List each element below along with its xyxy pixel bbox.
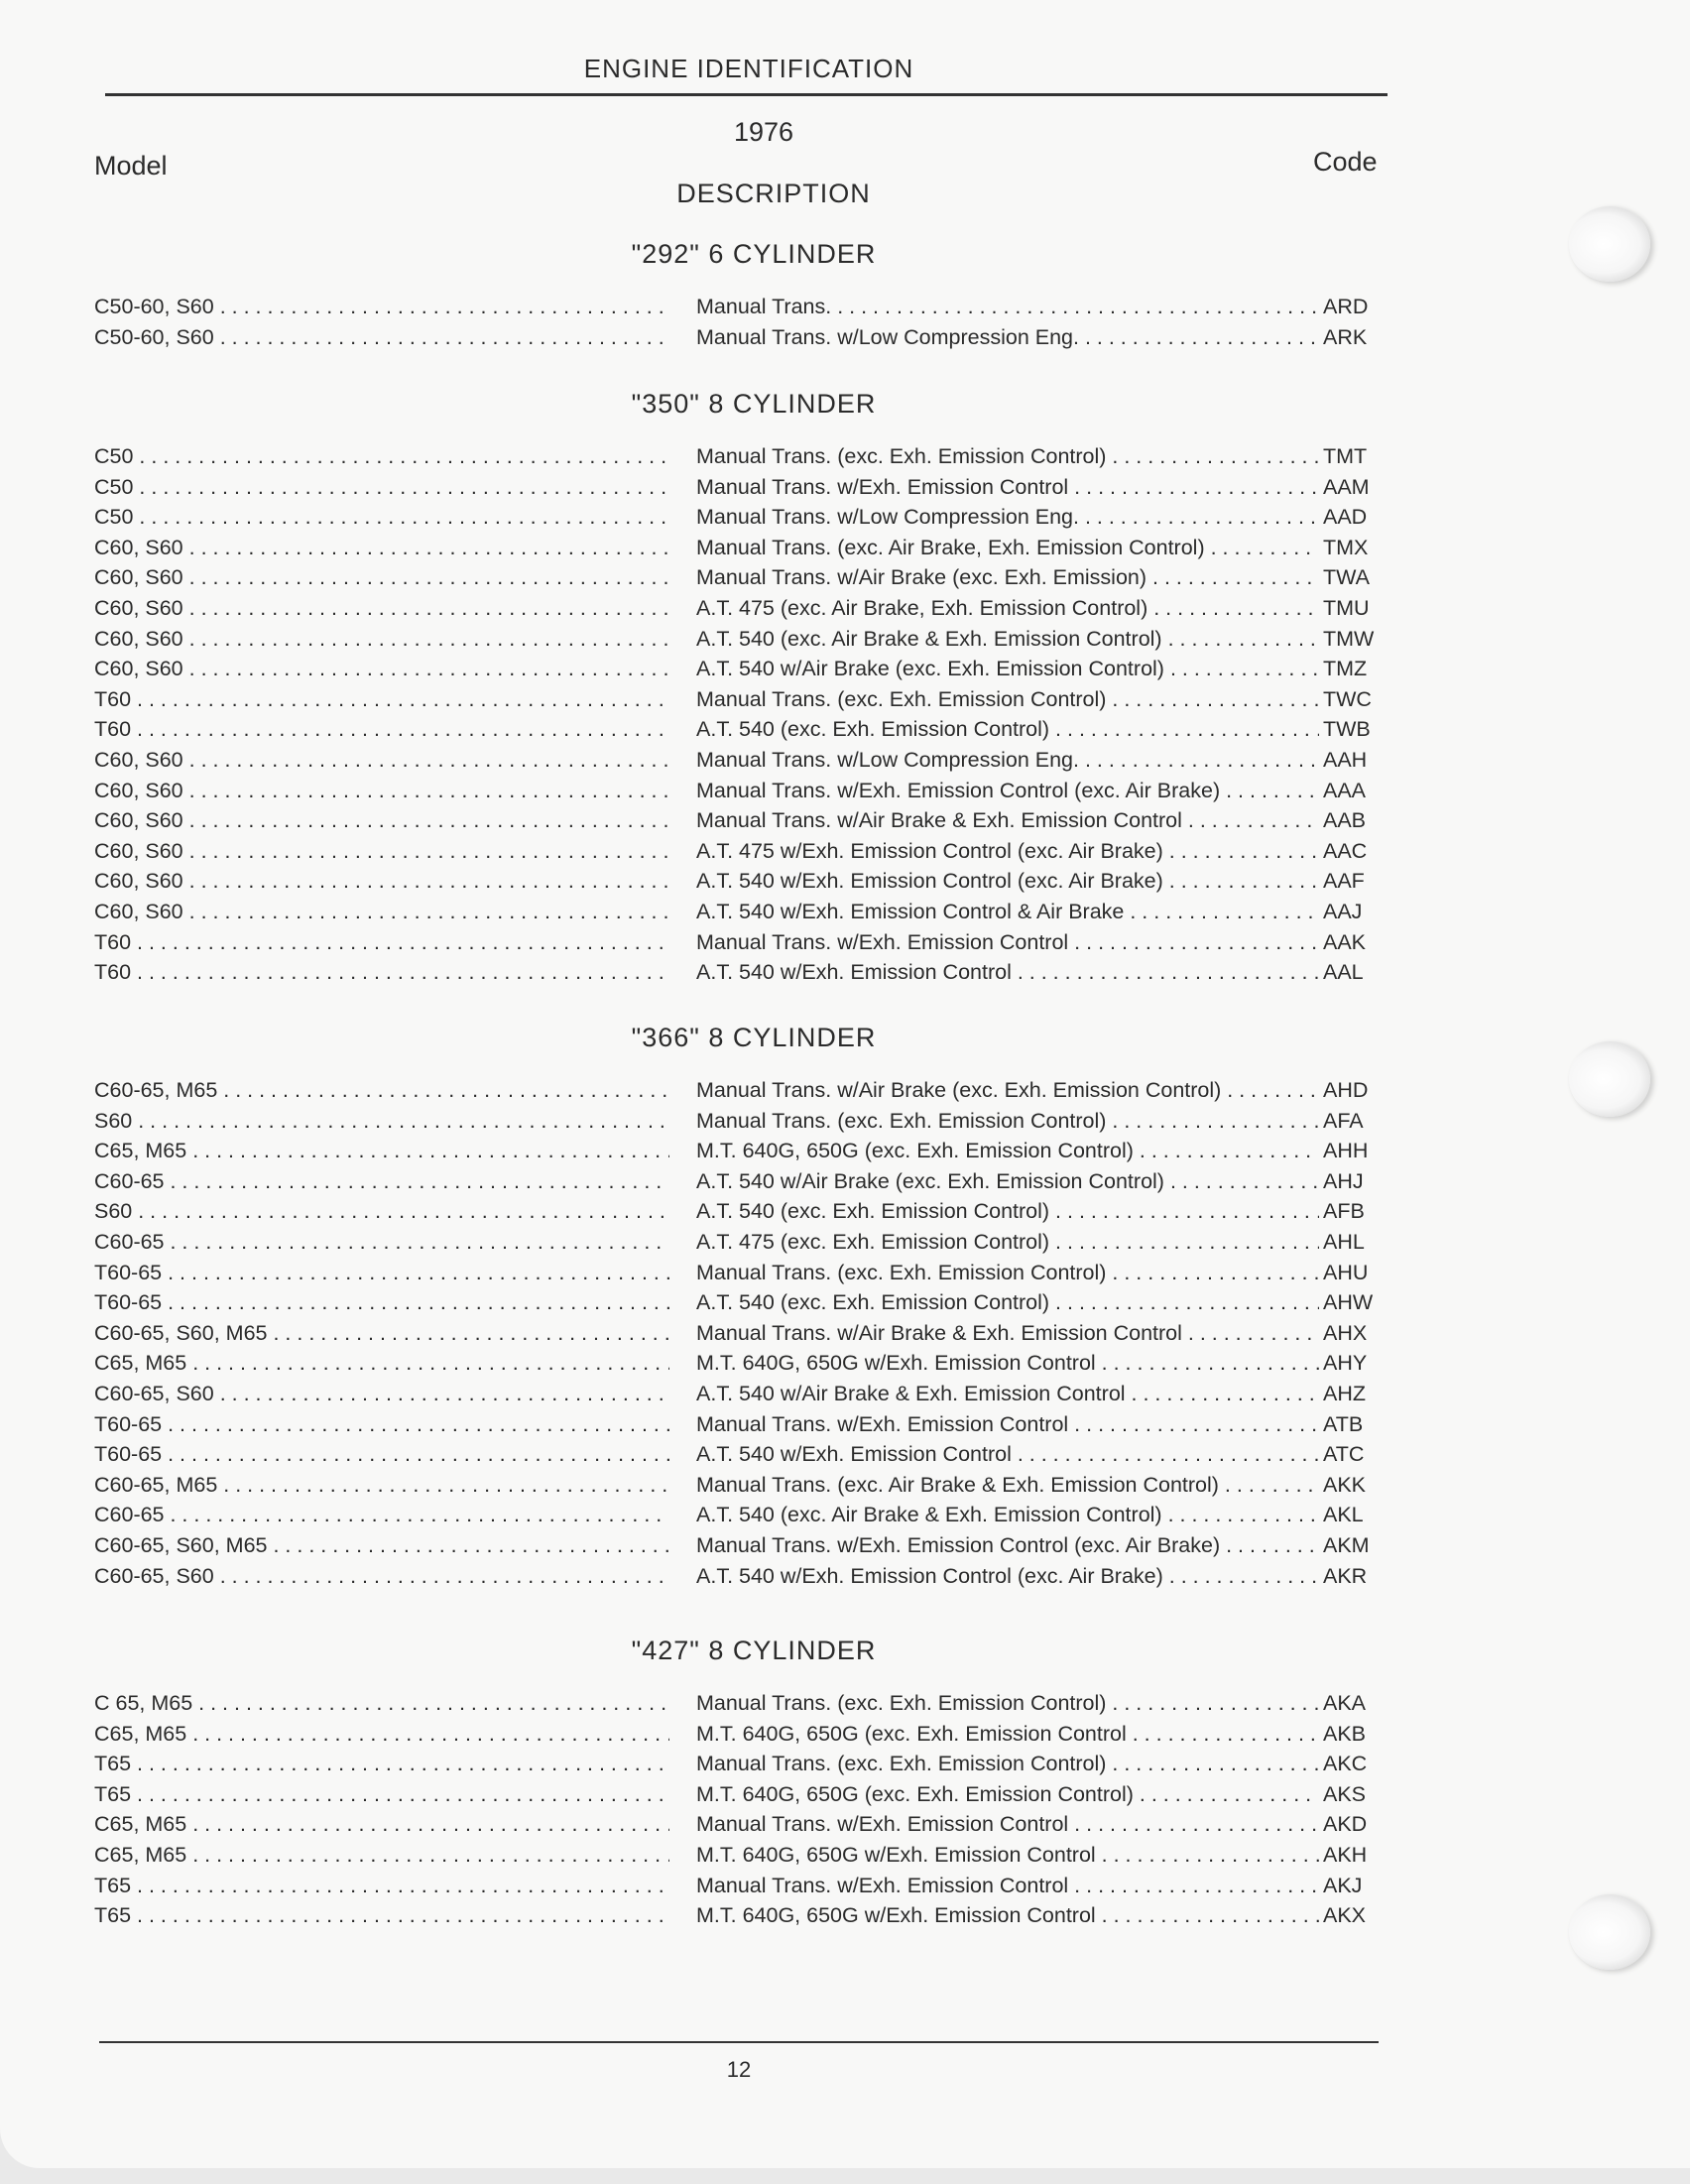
engine-code-cell: AHH [1323,1139,1369,1163]
engine-code-cell: AFB [1323,1199,1365,1224]
description-cell: Manual Trans. (exc. Exh. Emission Control) . . . [696,1258,1319,1287]
engine-code-cell: AAD [1323,505,1368,530]
description-cell: Manual Trans. w/Air Brake & Exh. Emission Control . . . [696,1318,1319,1348]
engine-code-cell: AHX [1323,1320,1368,1345]
section-366 [0,1016,1690,1591]
table-row [0,472,1690,503]
table-row [0,1688,1690,1719]
section-427 [0,1629,1690,1931]
section-rows [0,441,1690,988]
engine-code-cell: AAJ [1323,899,1363,923]
table-row [0,1136,1690,1166]
engine-code-cell: TMW [1323,626,1375,651]
section-title: "350" 8 CYLINDER [631,389,877,419]
table-row [0,1561,1690,1592]
description-cell: A.T. 540 (exc. Air Brake & Exh. Emission Control) . . . [696,1500,1319,1529]
table-row [0,624,1690,655]
model-cell: C60, S60 . . . [94,562,669,592]
section-title: "292" 6 CYLINDER [631,239,877,269]
model-cell: C 65, M65 . . . [94,1688,669,1718]
description-cell: M.T. 640G, 650G (exc. Exh. Emission Control) . . . [696,1136,1319,1165]
engine-code-cell: AKK [1323,1472,1367,1497]
page-number: 12 [726,2057,752,2082]
model-cell: C65, M65 . . . [94,1136,669,1165]
table-row [0,684,1690,715]
binder-hole [1569,1041,1650,1117]
model-cell: C50 . . . [94,502,669,532]
description-cell: Manual Trans. w/Low Compression Eng. . . . [696,745,1319,775]
model-cell: C65, M65 . . . [94,1348,669,1378]
engine-code-cell: TMU [1323,595,1370,620]
model-cell: C50-60, S60 . . . [94,322,669,352]
engine-code-cell: AHD [1323,1078,1369,1102]
model-cell: T60 . . . [94,957,669,987]
model-cell: T60 . . . [94,927,669,957]
description-cell: Manual Trans. w/Air Brake (exc. Exh. Emission) . . . [696,562,1319,592]
model-cell: T60-65 . . . [94,1258,669,1287]
description-cell: Manual Trans. (exc. Exh. Emission Control) . . . [696,441,1319,471]
description-cell: A.T. 475 (exc. Exh. Emission Control) . . . [696,1227,1319,1257]
engine-code-cell: AKS [1323,1781,1367,1806]
section-title: "366" 8 CYLINDER [631,1023,877,1052]
engine-code-cell: AHW [1323,1290,1374,1315]
engine-code-cell: AKM [1323,1532,1370,1557]
model-cell: C60, S60 . . . [94,624,669,654]
engine-code-cell: AAK [1323,929,1367,954]
model-cell: C50-60, S60 . . . [94,292,669,321]
model-cell: C60-65 . . . [94,1500,669,1529]
model-cell: T65 . . . [94,1871,669,1900]
engine-code-cell: AAC [1323,838,1368,863]
table-row [0,714,1690,745]
table-row [0,1749,1690,1779]
description-cell: A.T. 540 w/Exh. Emission Control . . . [696,1439,1319,1469]
description-cell: M.T. 640G, 650G (exc. Exh. Emission Control) . . . [696,1779,1319,1809]
table-row [0,1530,1690,1561]
engine-code-cell: ATB [1323,1411,1364,1436]
model-cell: C60-65, S60, M65 . . . [94,1530,669,1560]
engine-code-cell: AHU [1323,1260,1369,1284]
model-cell: C60, S60 . . . [94,866,669,896]
engine-code-cell: AFA [1323,1108,1364,1133]
description-cell: Manual Trans. (exc. Air Brake & Exh. Emission Control) . . . [696,1470,1319,1500]
engine-code-cell: TWA [1323,565,1370,590]
table-row [0,927,1690,958]
model-cell: C60-65, S60 . . . [94,1379,669,1408]
model-cell: C60, S60 . . . [94,593,669,623]
section-292 [0,232,1690,352]
code-column-label: Code [1313,147,1378,177]
section-350 [0,382,1690,988]
engine-code-cell: ARD [1323,295,1369,318]
model-cell: T60 . . . [94,684,669,714]
model-cell: C60-65, S60 . . . [94,1561,669,1591]
table-row [0,1106,1690,1137]
table-row [0,1348,1690,1379]
table-row [0,957,1690,988]
description-cell: A.T. 540 w/Exh. Emission Control & Air Brake . . . [696,897,1319,926]
description-cell: Manual Trans. w/Exh. Emission Control . . . [696,1409,1319,1439]
description-cell: Manual Trans. w/Low Compression Eng. . . . [696,502,1319,532]
engine-code-cell: AKD [1323,1812,1368,1837]
description-cell: Manual Trans. (exc. Exh. Emission Control) . . . [696,684,1319,714]
description-cell: A.T. 540 w/Air Brake & Exh. Emission Control . . . [696,1379,1319,1408]
footer-rule [99,2041,1379,2043]
table-row [0,533,1690,563]
model-cell: C60, S60 . . . [94,776,669,805]
section-rows [0,1688,1690,1931]
description-cell: Manual Trans. w/Exh. Emission Control . . . [696,472,1319,502]
engine-code-cell: TMZ [1323,657,1368,681]
engine-code-cell: AKR [1323,1563,1368,1588]
model-cell: C60, S60 . . . [94,745,669,775]
model-cell: C65, M65 . . . [94,1719,669,1749]
model-cell: C50 . . . [94,441,669,471]
description-cell: A.T. 475 (exc. Air Brake, Exh. Emission Control) . . . [696,593,1319,623]
table-row [0,1719,1690,1750]
description-cell: A.T. 540 w/Exh. Emission Control (exc. Air Brake) . . . [696,866,1319,896]
table-row [0,1470,1690,1501]
model-cell: T65 . . . [94,1900,669,1930]
engine-code-cell: AAL [1323,960,1364,985]
table-row [0,322,1690,353]
engine-code-cell: AHL [1323,1229,1365,1254]
engine-code-cell: TWC [1323,686,1372,711]
model-cell: C60-65 . . . [94,1166,669,1196]
table-row [0,1196,1690,1227]
table-row [0,866,1690,897]
table-row [0,502,1690,533]
table-row [0,1409,1690,1440]
description-cell: Manual Trans. (exc. Exh. Emission Control) . . . [696,1688,1319,1718]
model-cell: C60, S60 . . . [94,654,669,683]
engine-code-cell: AKA [1323,1691,1367,1715]
section-rows [0,1075,1690,1591]
description-cell: Manual Trans. (exc. Air Brake, Exh. Emission Control) . . . [696,533,1319,562]
model-cell: T60 . . . [94,714,669,744]
description-cell: M.T. 640G, 650G w/Exh. Emission Control . . . [696,1348,1319,1378]
description-cell: A.T. 540 (exc. Air Brake & Exh. Emission Control) . . . [696,624,1319,654]
description-cell: A.T. 540 w/Exh. Emission Control (exc. Air Brake) . . . [696,1561,1319,1591]
table-row [0,1258,1690,1288]
description-cell: Manual Trans. (exc. Exh. Emission Control) . . . [696,1106,1319,1136]
model-cell: T60-65 . . . [94,1287,669,1317]
table-row [0,1318,1690,1349]
engine-code-cell: TWB [1323,717,1371,742]
table-row [0,1779,1690,1810]
table-row [0,1439,1690,1470]
description-cell: Manual Trans. w/Air Brake & Exh. Emission Control . . . [696,805,1319,835]
model-cell: C60-65, M65 . . . [94,1075,669,1105]
table-row [0,593,1690,624]
section-rows [0,292,1690,352]
description-cell: M.T. 640G, 650G (exc. Exh. Emission Control . . . [696,1719,1319,1749]
description-cell: Manual Trans. w/Exh. Emission Control . . . [696,1809,1319,1839]
engine-code-cell: AKL [1323,1503,1364,1527]
model-column-label: Model [94,151,168,181]
model-cell: C65, M65 . . . [94,1840,669,1870]
description-cell: Manual Trans. w/Exh. Emission Control . . . [696,927,1319,957]
engine-code-cell: TMX [1323,535,1369,559]
model-cell: C50 . . . [94,472,669,502]
model-cell: C65, M65 . . . [94,1809,669,1839]
model-cell: T65 . . . [94,1749,669,1778]
table-row [0,836,1690,867]
table-row [0,654,1690,684]
table-row [0,1287,1690,1318]
engine-code-cell: AAH [1323,747,1368,772]
table-row [0,1809,1690,1840]
table-row [0,805,1690,836]
description-cell: Manual Trans. w/Low Compression Eng. . . . [696,322,1319,352]
description-cell: M.T. 640G, 650G w/Exh. Emission Control . . . [696,1900,1319,1930]
description-column-label: DESCRIPTION [676,179,871,208]
table-row [0,292,1690,322]
engine-code-cell: AAB [1323,808,1367,833]
model-cell: C60, S60 . . . [94,805,669,835]
engine-code-cell: AHJ [1323,1168,1364,1193]
table-row [0,1075,1690,1106]
engine-code-cell: AHZ [1323,1381,1366,1405]
model-cell: S60 . . . [94,1106,669,1136]
model-cell: C60, S60 . . . [94,836,669,866]
description-cell: A.T. 540 (exc. Exh. Emission Control) . . . [696,714,1319,744]
description-cell: M.T. 640G, 650G w/Exh. Emission Control . . . [696,1840,1319,1870]
engine-code-cell: AHY [1323,1351,1368,1376]
engine-code-cell: TMT [1323,444,1368,468]
table-row [0,1871,1690,1901]
table-row [0,441,1690,472]
engine-code-cell: AKJ [1323,1873,1363,1897]
table-row [0,1166,1690,1197]
table-row [0,1840,1690,1871]
model-cell: T60-65 . . . [94,1409,669,1439]
description-cell: Manual Trans. w/Exh. Emission Control . . . [696,1871,1319,1900]
engine-code-cell: AAM [1323,474,1370,499]
model-cell: C60-65 . . . [94,1227,669,1257]
table-row [0,1227,1690,1258]
table-row [0,745,1690,776]
description-cell: A.T. 540 w/Air Brake (exc. Exh. Emission Control) . . . [696,654,1319,683]
table-row [0,1500,1690,1530]
model-cell: C60-65, S60, M65 . . . [94,1318,669,1348]
year-heading: 1976 [733,117,794,147]
description-cell: Manual Trans. (exc. Exh. Emission Control) . . . [696,1749,1319,1778]
description-cell: A.T. 540 (exc. Exh. Emission Control) . . . [696,1196,1319,1226]
model-cell: T65 . . . [94,1779,669,1809]
table-row [0,897,1690,927]
model-cell: T60-65 . . . [94,1439,669,1469]
model-cell: C60, S60 . . . [94,897,669,926]
binder-hole [1569,1894,1650,1970]
description-cell: A.T. 540 w/Air Brake (exc. Exh. Emission Control) . . . [696,1166,1319,1196]
description-cell: Manual Trans. w/Air Brake (exc. Exh. Emission Control) . . . [696,1075,1319,1105]
table-row [0,1379,1690,1409]
engine-code-cell: AKC [1323,1752,1368,1776]
page-title: ENGINE IDENTIFICATION [583,54,914,83]
description-cell: A.T. 475 w/Exh. Emission Control (exc. Air Brake) . . . [696,836,1319,866]
table-row [0,1900,1690,1931]
engine-code-cell: AKB [1323,1721,1367,1746]
description-cell: Manual Trans. . . . [696,292,1319,321]
description-cell: Manual Trans. w/Exh. Emission Control (exc. Air Brake) . . . [696,1530,1319,1560]
engine-code-cell: AKH [1323,1842,1368,1867]
engine-code-cell: AAA [1323,778,1367,802]
engine-code-cell: ATC [1323,1442,1365,1467]
model-cell: C60, S60 . . . [94,533,669,562]
section-title: "427" 8 CYLINDER [631,1636,877,1665]
table-row [0,776,1690,806]
description-cell: A.T. 540 (exc. Exh. Emission Control) . . . [696,1287,1319,1317]
header-rule [105,93,1388,96]
engine-code-cell: ARK [1323,324,1368,349]
table-row [0,562,1690,593]
binder-hole [1569,206,1650,282]
description-cell: A.T. 540 w/Exh. Emission Control . . . [696,957,1319,987]
model-cell: S60 . . . [94,1196,669,1226]
model-cell: C60-65, M65 . . . [94,1470,669,1500]
engine-code-cell: AAF [1323,869,1365,894]
engine-code-cell: AKX [1323,1903,1367,1928]
description-cell: Manual Trans. w/Exh. Emission Control (exc. Air Brake) . . . [696,776,1319,805]
